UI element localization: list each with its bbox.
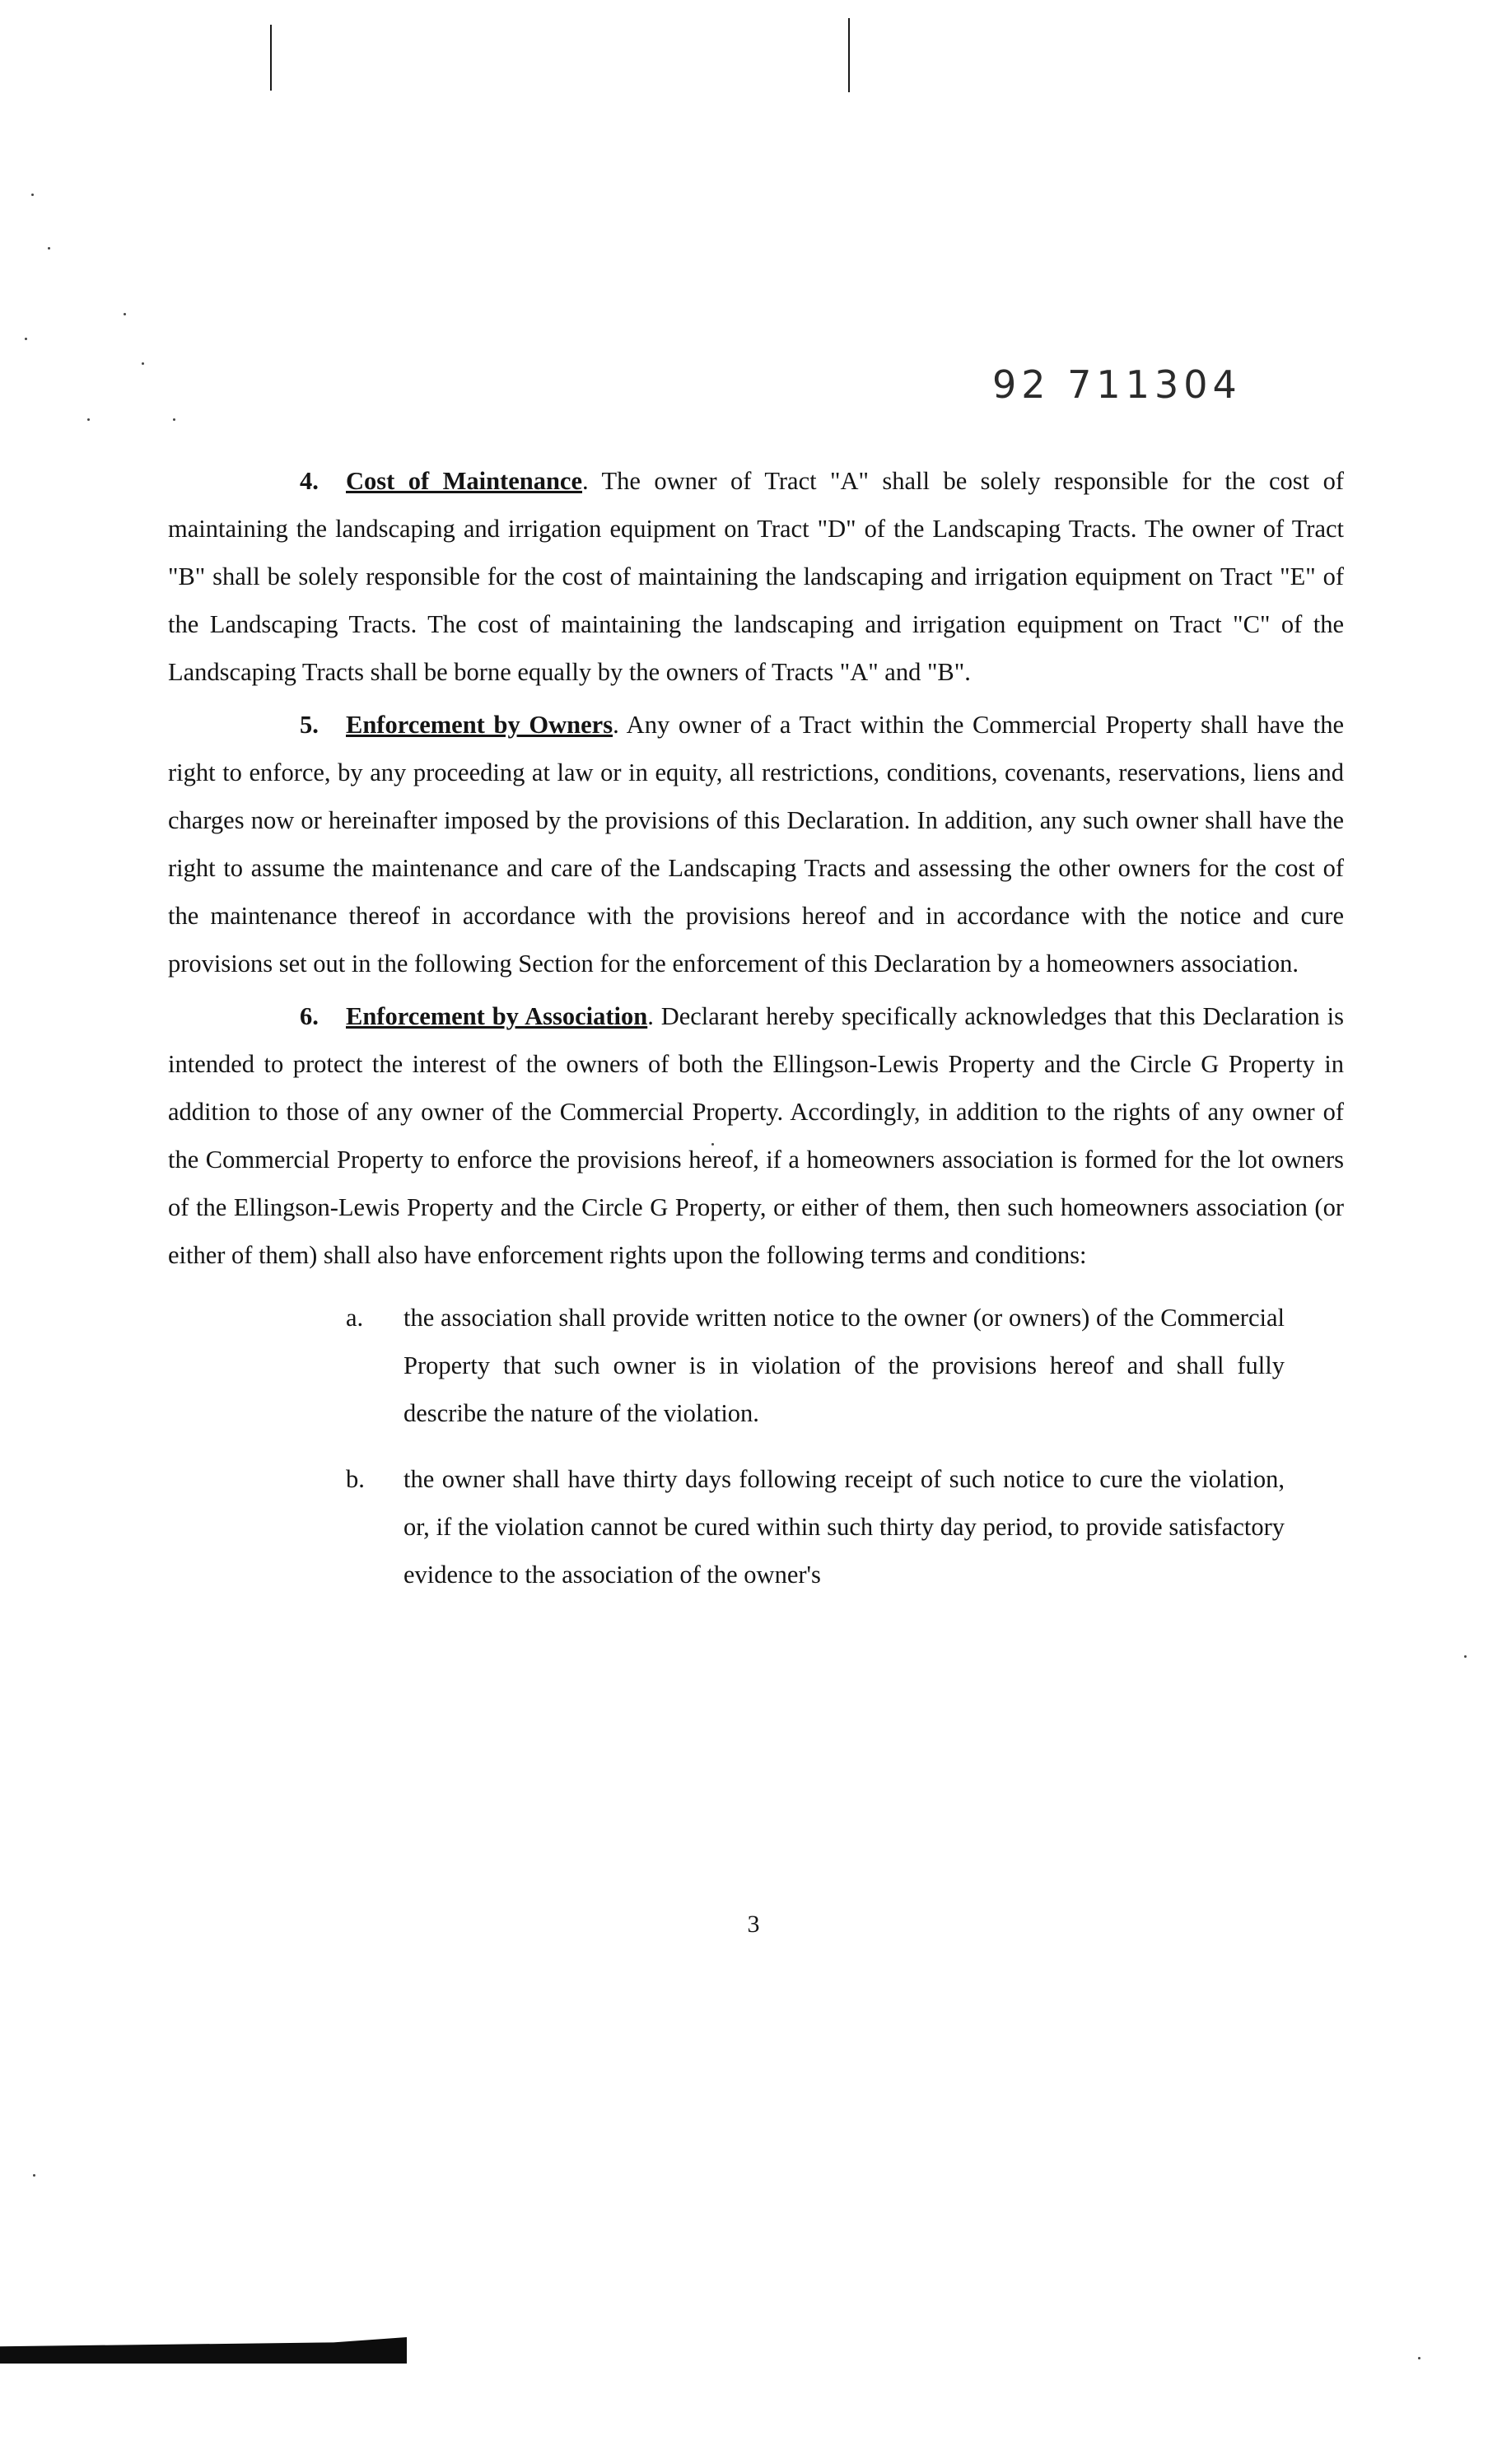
scan-line-artifact [270, 25, 272, 91]
list-item [168, 1455, 1344, 1598]
list-item [168, 1294, 1344, 1437]
section-4 [168, 457, 1344, 696]
section-heading: Enforcement by Owners [346, 711, 613, 739]
section-text: . Any owner of a Tract within the Commercial Property shall have the right to enforce, by any proceeding at law or in equity, all restrictions, conditions, covenants, reservations, liens and charges now or hereinafter imposed by the provisions of this Declaration. In addition, any such owner shall have the right to assume the maintenance and care of the Landscaping Tracts and assessing the other owners for the cost of the maintenance thereof in accordance with the provisions hereof and in accordance with the notice and cure provisions set out in the following Section for the enforcement of this Declaration by a homeowners association. [168, 711, 1344, 978]
scan-speck [48, 247, 50, 250]
list-item-text: the association shall provide written notice to the owner (or owners) of the Commercial Property that such owner is in violation of the provisions hereof and shall fully describe the nature of the violation. [403, 1304, 1285, 1427]
scan-speck [142, 362, 144, 365]
scan-line-artifact [848, 18, 850, 92]
document-body [168, 457, 1344, 1617]
section-5 [168, 701, 1344, 987]
conditions-list [168, 1294, 1344, 1598]
document-number: 92 711304 [992, 362, 1242, 407]
section-6 [168, 992, 1344, 1279]
scan-speck [173, 418, 175, 421]
section-number: 6. [300, 1002, 319, 1030]
section-heading: Cost of Maintenance [346, 467, 583, 495]
section-number: 4. [300, 467, 319, 495]
section-number: 5. [300, 711, 319, 739]
scan-edge-artifact [0, 2337, 407, 2364]
scan-speck [87, 418, 90, 421]
scan-speck [124, 313, 126, 315]
scan-speck [31, 194, 34, 196]
scan-speck [25, 338, 27, 340]
list-item-text: the owner shall have thirty days following receipt of such notice to cure the violation, or, if the violation cannot be cured within such thirty day period, to provide satisfactory evidence to the association of the owner's [403, 1465, 1285, 1589]
section-heading: Enforcement by Association [346, 1002, 648, 1030]
list-item-letter: b. [346, 1465, 365, 1493]
scan-speck [33, 2174, 35, 2177]
section-text: . The owner of Tract "A" shall be solely responsible for the cost of maintaining the landscaping and irrigation equipment on Tract "D" of the Landscaping Tracts. The owner of Tract "B" shall be solely responsible for the cost of maintaining the landscaping and irrigation equipment on Tract "E" of the Landscaping Tracts. The cost of maintaining the landscaping and irrigation equipment on Tract "C" of the Landscaping Tracts shall be borne equally by the owners of Tracts "A" and "B". [168, 467, 1344, 686]
section-text: . Declarant hereby specifically acknowledges that this Declaration is intended to protect the interest of the owners of both the Ellingson-Lewis Property and the Circle G Property in addition to those of any owner of the Commercial Property. Accordingly, in addition to the rights of any owner of the Commercial Property to enforce the provisions hereof, if a homeowners association is formed for the lot owners of the Ellingson-Lewis Property and the Circle G Property, or either of them, then such homeowners association (or either of them) shall also have enforcement rights upon the following terms and conditions: [168, 1002, 1344, 1269]
list-item-letter: a. [346, 1304, 364, 1332]
scan-speck [1464, 1655, 1467, 1658]
page-number: 3 [747, 1911, 760, 1938]
scan-speck [1418, 2357, 1420, 2359]
